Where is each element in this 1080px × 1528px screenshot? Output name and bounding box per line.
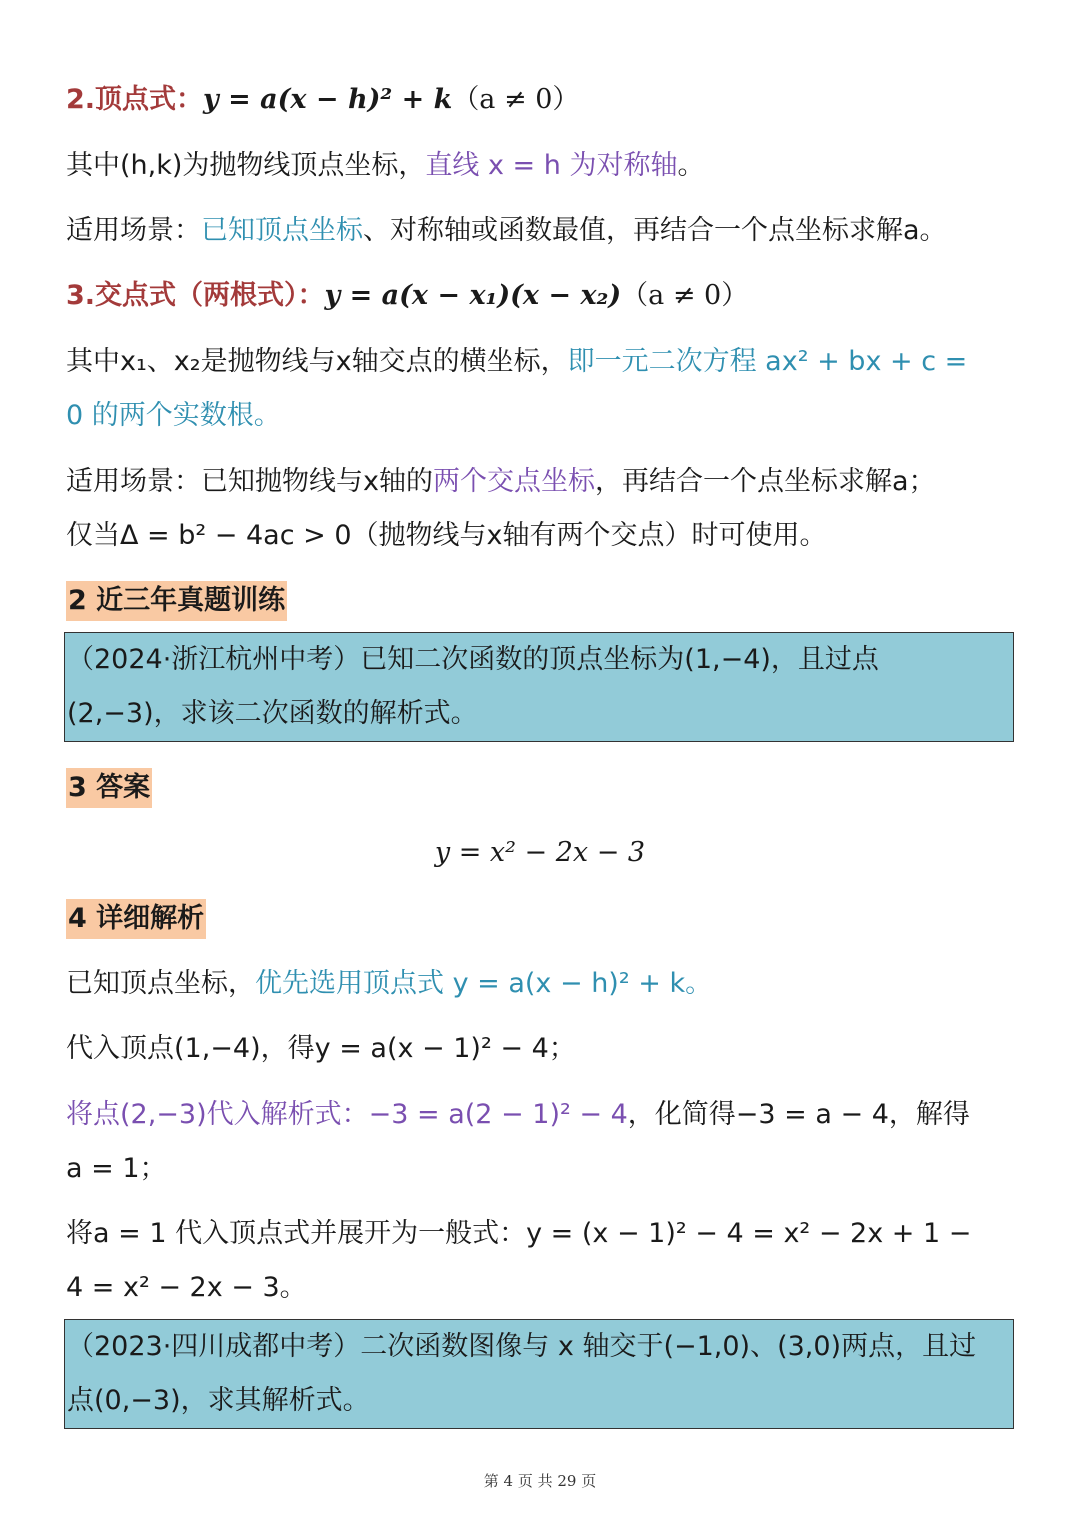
step-highlight: 优先选用顶点式 y = a(x − h)² + k [255,968,686,999]
vertex-form-label: 2.顶点式： [66,84,204,115]
analysis-step-3 [66,1095,1016,1135]
usage-highlight: 已知顶点坐标 [201,215,363,246]
step-text: ，化简得−3 = a − 4，解得 [627,1099,970,1130]
usage-text: 适用场景：已知抛物线与x轴的 [66,466,433,497]
page-footer: 第 4 页 共 29 页 [483,1472,597,1490]
training-heading: 2 近三年真题训练 [66,581,287,621]
analysis-step-4-cont: 4 = x² − 2x − 3。 [66,1272,307,1303]
analysis-heading: 4 详细解析 [66,899,206,939]
vertex-form-formula: y = a(x − h)² + k [203,84,453,115]
usage-text: ，再结合一个点坐标求解a； [594,466,936,497]
usage-highlight: 两个交点坐标 [432,466,595,497]
intercept-form-desc [66,342,1016,382]
step-highlight: 将点(2,−3)代入解析式：−3 = a(2 − 1)² − 4 [66,1099,628,1130]
question-line: (2,−3)，求该二次函数的解析式。 [67,698,478,729]
step-text: 已知顶点坐标， [66,968,255,999]
intercept-form-usage [66,462,1016,502]
step-text: 。 [685,968,713,999]
question-box-2023 [64,1319,1014,1429]
question-line: （2023·四川成都中考）二次函数图像与 x 轴交于(−1,0)、(3,0)两点，且过 [67,1331,977,1362]
intercept-form-label: 3.交点式（两根式）： [66,280,325,311]
desc-text: 其中x₁、x₂是抛物线与x轴交点的横坐标， [66,346,568,377]
answer-formula: y = x² − 2x − 3 [434,837,646,868]
question-line: （2024·浙江杭州中考）已知二次函数的顶点坐标为(1,−4)，且过点 [67,644,879,675]
desc-highlight: 即一元二次方程 ax² + bx + c = [567,346,968,377]
desc-text: 。 [677,150,705,181]
intercept-form-heading [66,276,1016,316]
intercept-form-condition-note: 仅当Δ = b² − 4ac > 0（抛物线与x轴有两个交点）时可使用。 [66,520,827,551]
analysis-step-2: 代入顶点(1,−4)，得y = a(x − 1)² − 4； [66,1033,576,1064]
desc-highlight: 直线 x = h 为对称轴 [425,150,678,181]
answer-heading: 3 答案 [66,768,152,808]
desc-text: 其中(h,k)为抛物线顶点坐标， [66,150,426,181]
analysis-step-3-cont: a = 1； [66,1153,167,1184]
vertex-form-usage [66,211,1016,251]
intercept-form-formula: y = a(x − x₁)(x − x₂) [324,280,622,311]
vertex-form-desc [66,146,1016,186]
question-box-2024 [64,632,1014,742]
analysis-step-1 [66,964,1016,1004]
vertex-form-condition: （a ≠ 0） [452,84,580,115]
usage-label: 适用场景： [66,215,201,246]
usage-text: 、对称轴或函数最值，再结合一个点坐标求解a。 [363,215,947,246]
question-line: 点(0,−3)，求其解析式。 [67,1385,370,1416]
intercept-form-desc-cont: 0 的两个实数根。 [66,400,281,431]
analysis-step-4: 将a = 1 代入顶点式并展开为一般式：y = (x − 1)² − 4 = x² − 2x + 1 − [66,1218,972,1249]
intercept-form-condition: （a ≠ 0） [621,280,749,311]
vertex-form-heading [66,80,1016,120]
